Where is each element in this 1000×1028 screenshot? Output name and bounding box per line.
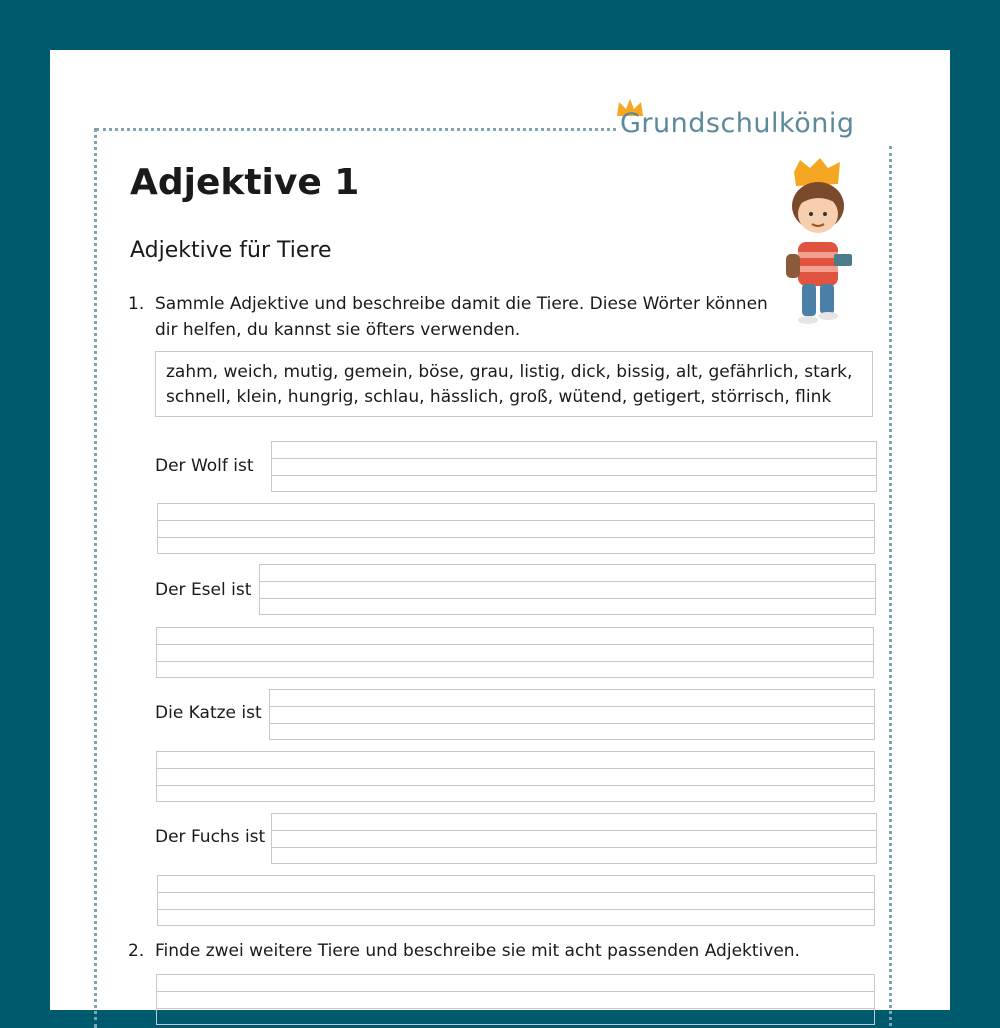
writing-lines-katze[interactable] bbox=[269, 689, 875, 740]
writing-lines-fuchs-extra[interactable] bbox=[157, 875, 875, 926]
page-title: Adjektive 1 bbox=[130, 162, 360, 203]
label-esel: Der Esel ist bbox=[155, 580, 252, 600]
label-wolf: Der Wolf ist bbox=[155, 456, 254, 476]
writing-lines-fuchs[interactable] bbox=[271, 813, 877, 864]
task-2-instructions: Finde zwei weitere Tiere und beschreibe sie mit acht passenden Adjektiven. bbox=[155, 941, 800, 961]
frame-border-left bbox=[94, 128, 97, 1028]
page-subtitle: Adjektive für Tiere bbox=[130, 238, 332, 263]
writing-lines-wolf[interactable] bbox=[271, 441, 877, 492]
writing-lines-wolf-extra[interactable] bbox=[157, 503, 875, 554]
writing-lines-katze-extra[interactable] bbox=[156, 751, 875, 802]
word-list-box: zahm, weich, mutig, gemein, böse, grau, listig, dick, bissig, alt, gefährlich, stark, schnell, klein, hungrig, schlau, hässlich, groß, wütend, getigert, störrisch, flink bbox=[155, 351, 873, 417]
task-1-number: 1. bbox=[128, 294, 145, 314]
brand-logo: Grundschulkönig bbox=[620, 108, 855, 139]
worksheet-page bbox=[50, 50, 950, 1010]
writing-lines-esel[interactable] bbox=[259, 564, 876, 615]
task-1-instructions: Sammle Adjektive und beschreibe damit die Tiere. Diese Wörter können dir helfen, du kannst sie öfters verwenden. bbox=[155, 294, 768, 340]
task-2-number: 2. bbox=[128, 941, 145, 961]
frame-border-top bbox=[96, 128, 616, 131]
frame-border-right bbox=[889, 146, 892, 1026]
label-fuchs: Der Fuchs ist bbox=[155, 827, 266, 847]
label-katze: Die Katze ist bbox=[155, 703, 262, 723]
writing-lines-esel-extra[interactable] bbox=[156, 627, 874, 678]
